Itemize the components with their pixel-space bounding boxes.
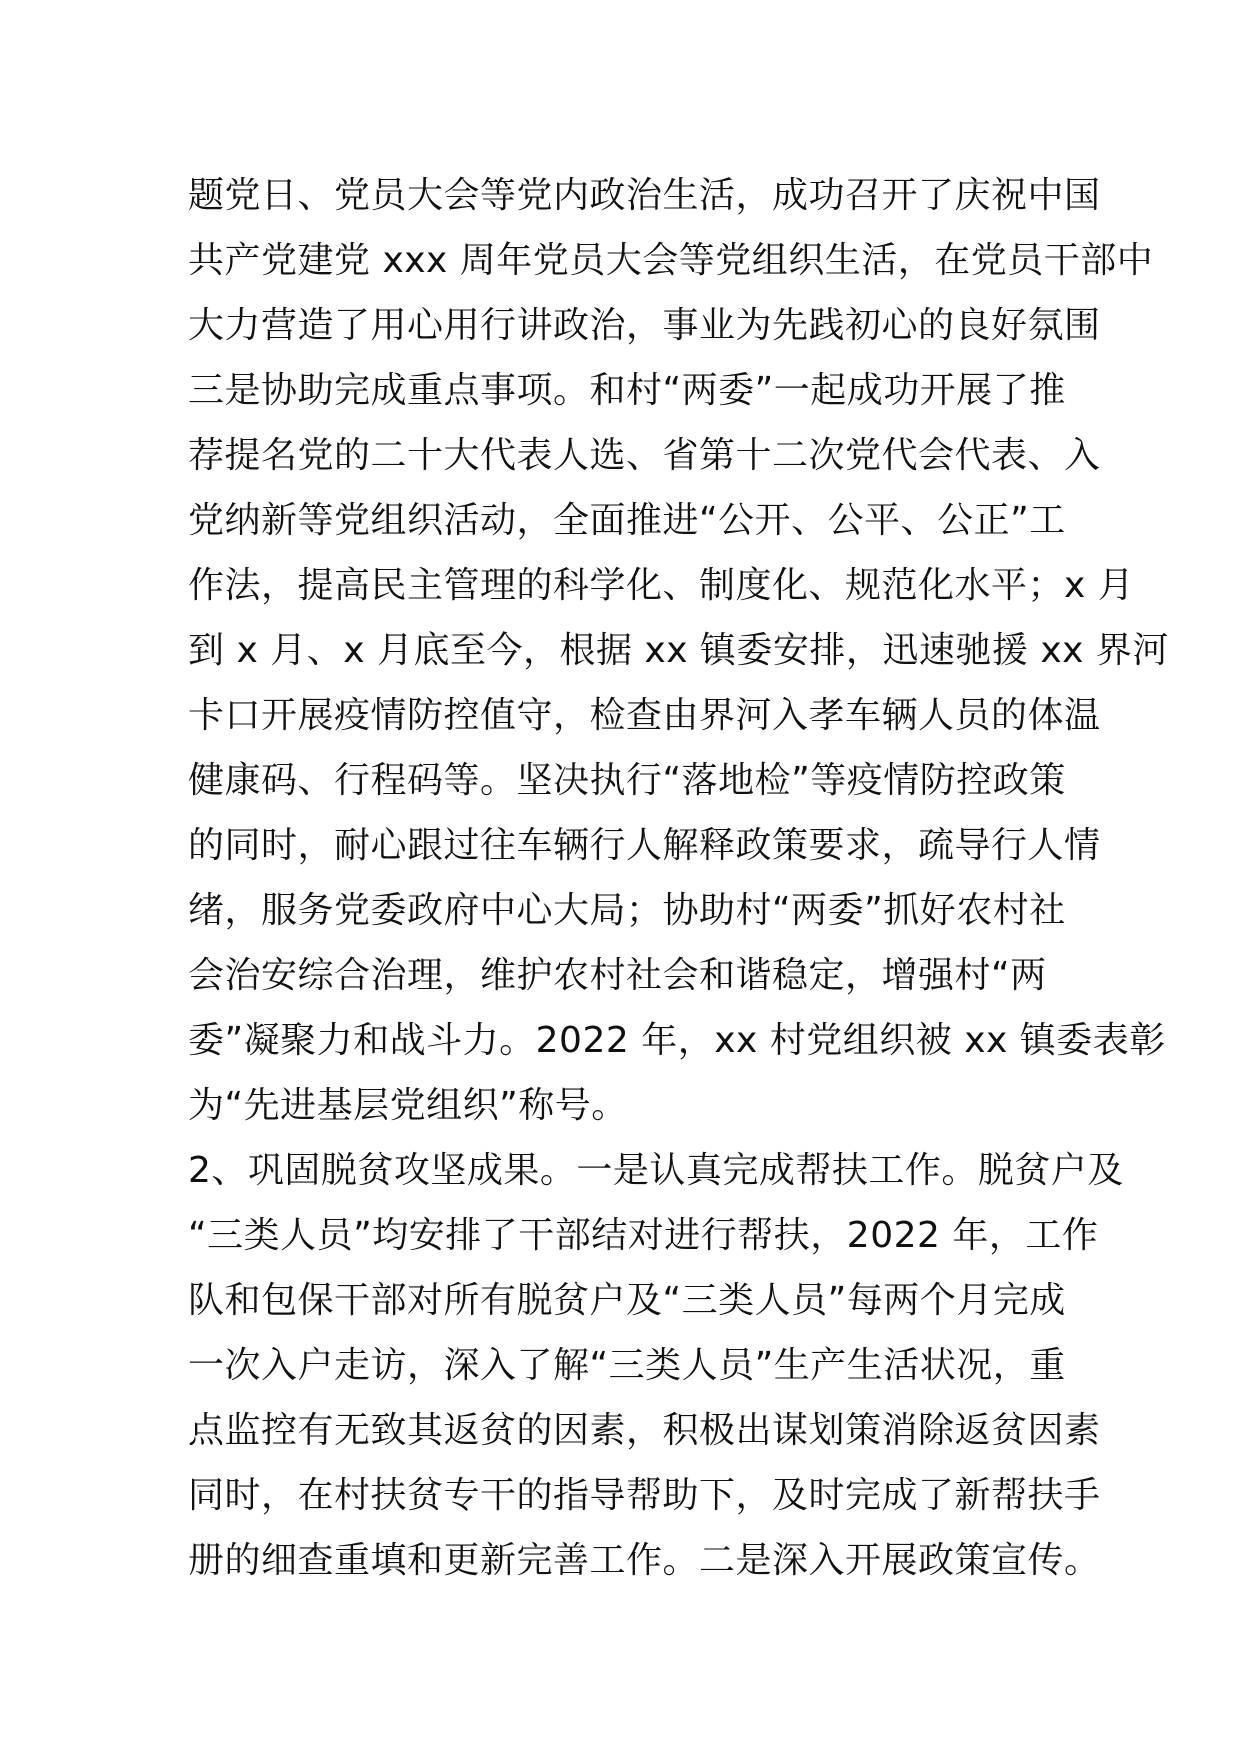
text-line: 党纳新等党组织活动，全面推进“公开、公平、公正”工 xyxy=(188,500,1066,541)
text-line: “三类人员”均安排了干部结对进行帮扶，2022 年，工作 xyxy=(188,1215,1099,1256)
text-line: 会治安综合治理，维护农村社会和谐稳定，增强村“两 xyxy=(188,955,1047,996)
text-line: 队和包保干部对所有脱贫户及“三类人员”每两个月完成 xyxy=(188,1280,1066,1321)
text-line: 为“先进基层党组织”称号。 xyxy=(188,1085,628,1126)
text-line: 健康码、行程码等。坚决执行“落地检”等疫情防控政策 xyxy=(188,760,1066,801)
text-line: 题党日、党员大会等党内政治生活，成功召开了庆祝中国 xyxy=(188,175,1101,216)
text-line: 一次入户走访，深入了解“三类人员”生产生活状况，重 xyxy=(188,1345,1066,1386)
text-line: 三是协助完成重点事项。和村“两委”一起成功开展了推 xyxy=(188,370,1066,411)
text-line: 荐提名党的二十大代表人选、省第十二次党代会代表、入 xyxy=(188,435,1101,476)
text-line: 大力营造了用心用行讲政治，事业为先践初心的良好氛围 xyxy=(188,305,1101,346)
text-line: 绪，服务党委政府中心大局；协助村“两委”抓好农村社 xyxy=(188,890,1066,931)
text-line: 共产党建党 xxx 周年党员大会等党组织生活，在党员干部中 xyxy=(188,240,1154,281)
text-line: 册的细查重填和更新完善工作。二是深入开展政策宣传。 xyxy=(188,1540,1101,1581)
body-text xyxy=(188,163,1169,1593)
text-line: 的同时，耐心跟过往车辆行人解释政策要求，疏导行人情 xyxy=(188,825,1101,866)
text-line: 委”凝聚力和战斗力。2022 年，xx 村党组织被 xx 镇委表彰 xyxy=(188,1020,1166,1061)
text-line: 同时，在村扶贫专干的指导帮助下，及时完成了新帮扶手 xyxy=(188,1475,1101,1516)
text-line: 点监控有无致其返贫的因素，积极出谋划策消除返贫因素 xyxy=(188,1410,1101,1451)
text-line: 作法，提高民主管理的科学化、制度化、规范化水平；x 月 xyxy=(188,565,1135,606)
text-line: 2、巩固脱贫攻坚成果。一是认真完成帮扶工作。脱贫户及 xyxy=(188,1150,1124,1191)
text-line: 卡口开展疫情防控值守，检查由界河入孝车辆人员的体温 xyxy=(188,695,1101,736)
text-line: 到 x 月、x 月底至今，根据 xx 镇委安排，迅速驰援 xx 界河 xyxy=(188,630,1169,671)
